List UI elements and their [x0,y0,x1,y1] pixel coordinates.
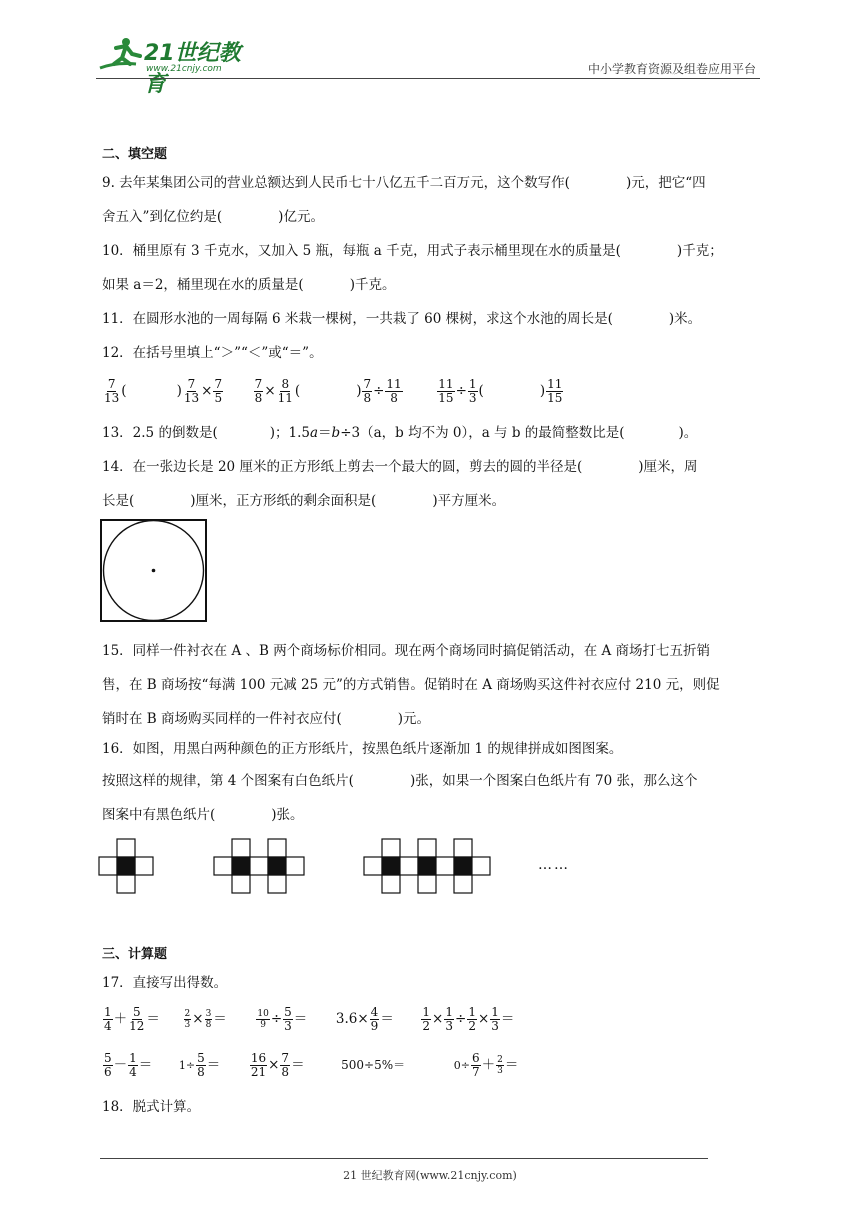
question-17-prompt: 17．直接写出得数。 [102,975,228,991]
question-15-line-2: 售，在 B 商场按“每满 100 元减 25 元”的方式销售。促销时在 A 商场购买这件衬衣应付 210 元，则促 [102,677,720,693]
footer-divider [100,1158,708,1159]
fraction: $\frac{7}{8}$ [363,377,372,405]
fraction: $\frac{1}{3}$ [468,377,477,405]
question-16-line-3: 图案中有黑色纸片( )张。 [102,807,304,823]
fraction: $\frac{11}{15}$ [547,377,563,405]
fraction: $\frac{7}{8}$ [254,377,263,405]
question-9-line-1: 9. 去年某集团公司的营业总额达到人民币七十八亿五千二百万元，这个数写作( )元，把它“四 [102,175,706,191]
square-circle-figure [100,519,208,623]
header-platform-text: 中小学教育资源及组卷应用平台 [587,62,756,76]
question-15-line-3: 销时在 B 商场购买同样的一件衬衣应付( )元。 [102,711,431,727]
fraction: $\frac{8}{11}$ [277,377,293,405]
fraction: $\frac{7}{5}$ [214,377,223,405]
question-10-line-2: 如果 a＝2，桶里现在水的质量是( )千克。 [102,277,396,293]
fraction: $\frac{7}{13}$ [104,377,120,405]
fraction: $\frac{7}{13}$ [183,377,200,405]
question-12-comparisons: $\frac{7}{13}$ ( ) $\frac{7}{13}$ × $\frac{7}{5}$ $\frac{7}{8}$ × $\frac{8}{11}$ ( ) $\frac{7}{8}$ ÷ $\frac{11}{8}$ $\frac{11}{15}$ ÷ $\frac{1}{3}$ ( ) $\frac{11}{15}$ [104,377,563,405]
section-title-fill-blank: 二、填空题 [102,147,168,162]
logo-text: 21世纪教育 [144,41,241,97]
question-12-prompt: 12．在括号里填上“＞”“＜”或“＝”。 [102,345,323,361]
logo [96,34,256,97]
question-13: 13．2.5 的倒数是( )；1.5a＝b÷3（a，b 均不为 0），a 与 b 的最简整数比是( )。 [102,425,698,441]
question-14-line-1: 14．在一张边长是 20 厘米的正方形纸上剪去一个最大的圆，剪去的圆的半径是( )厘米，周 [102,459,698,475]
question-11: 11．在圆形水池的一周每隔 6 米栽一棵树，一共栽了 60 棵树，求这个水池的周长是( )米。 [102,311,702,327]
section-title-calculation: 三、计算题 [102,947,168,962]
question-18-prompt: 18．脱式计算。 [102,1099,201,1115]
tile-pattern-figure [98,838,518,894]
question-16-line-1: 16．如图，用黑白两种颜色的正方形纸片，按黑色纸片逐渐加 1 的规律拼成如图图案。 [102,741,623,757]
header-divider [96,78,760,79]
question-17-row-2: $\frac{5}{6}$ － $\frac{1}{4}$ ＝ 1÷ $\frac{5}{8}$ ＝ $\frac{16}{21}$ × $\frac{7}{8}$ ＝ 500÷5%＝ 0÷ $\frac{6}{7}$ ＋ $\frac{2}{3}$ ＝ [104,1051,519,1079]
continuation-dots: …… [538,857,570,873]
question-16-line-2: 按照这样的规律，第 4 个图案有白色纸片( )张，如果一个图案白色纸片有 70 张，那么这个 [102,773,698,789]
question-14-line-2: 长是( )厘米，正方形纸的剩余面积是( )平方厘米。 [102,493,506,509]
footer-text: 21 世纪教育网(www.21cnjy.com) [343,1169,517,1182]
fraction: $\frac{11}{15}$ [438,377,454,405]
question-10-line-1: 10．桶里原有 3 千克水，又加入 5 瓶，每瓶 a 千克，用式子表示桶里现在水的质量是( )千克； [102,243,723,259]
question-9-line-2: 舍五入”到亿位约是( )亿元。 [102,209,324,225]
logo-url: www.21cnjy.com [146,64,222,74]
fraction: $\frac{11}{8}$ [386,377,402,405]
question-17-row-1: $\frac{1}{4}$ ＋ $\frac{5}{12}$ ＝ $\frac{2}{3}$ × $\frac{3}{8}$ ＝ $\frac{10}{9}$ ÷ $\frac{5}{3}$ ＝ 3.6× $\frac{4}{9}$ ＝ $\frac{1}{2}$ × $\frac{1}{3}$ ÷ $\frac{1}{2}$ × $\frac{1}{3}$ ＝ [104,1005,515,1033]
question-15-line-1: 15．同样一件衬衣在 A 、B 两个商场标价相同。现在两个商场同时搞促销活动，在 A 商场打七五折销 [102,643,711,659]
